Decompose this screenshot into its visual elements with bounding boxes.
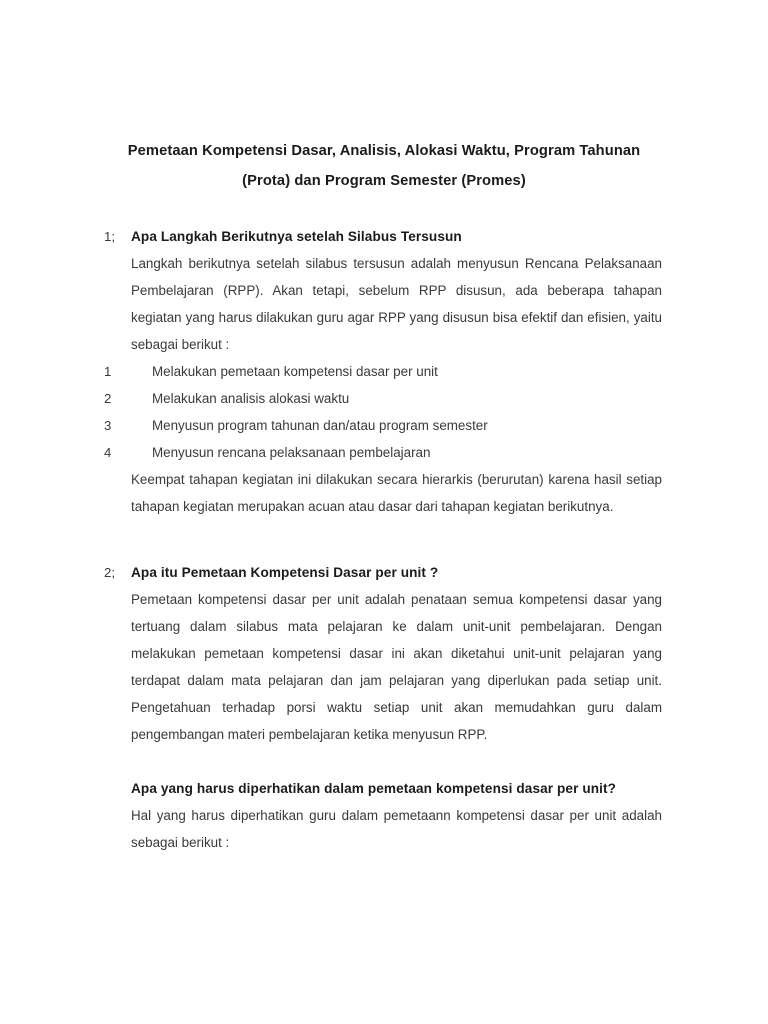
- step-text: Melakukan analisis alokasi waktu: [152, 391, 350, 406]
- step-number: 1: [104, 364, 112, 379]
- section-1-closing-paragraph: Keempat tahapan kegiatan ini dilakukan secara hierarkis (berurutan) karena hasil setiap tahapan kegiatan merupakan acuan atau dasar dari tahapan kegiatan berikutnya.: [131, 472, 662, 514]
- step-text: Melakukan pemetaan kompetensi dasar per unit: [152, 364, 438, 379]
- section-1-marker: 1;: [104, 229, 116, 244]
- step-text: Menyusun rencana pelaksanaan pembelajaran: [152, 445, 431, 460]
- section-2-heading-row: [0, 560, 768, 586]
- section-2: [0, 560, 768, 856]
- list-item: [0, 358, 768, 385]
- page-title-line-1: Pemetaan Kompetensi Dasar, Analisis, Alokasi Waktu, Program Tahunan: [127, 143, 641, 159]
- page-title-line-2: (Prota) dan Program Semester (Promes): [242, 173, 526, 189]
- step-number: 2: [104, 391, 112, 406]
- list-item: [0, 439, 768, 466]
- section-2-heading-text: Apa itu Pemetaan Kompetensi Dasar per unit ?: [131, 565, 439, 580]
- step-number: 3: [104, 418, 112, 433]
- section-2-intro-paragraph: Pemetaan kompetensi dasar per unit adalah penataan semua kompetensi dasar yang tertuang dalam silabus mata pelajaran ke dalam unit-unit pembelajaran. Dengan melakukan pemetaan kompetensi dasar ini akan diketahui unit-unit pelajaran yang terdapat dalam mata pelajaran dan jam pelajaran yang diperlukan pada setiap unit. Pengetahuan terhadap porsi waktu setiap unit akan memudahkan guru dalam pengembangan materi pembelajaran ketika menyusun RPP.: [131, 592, 662, 742]
- section-1-step-list: [0, 358, 768, 466]
- section-1-heading-row: [0, 224, 768, 250]
- list-item: [0, 385, 768, 412]
- step-text: Menyusun program tahunan dan/atau program semester: [152, 418, 488, 433]
- page-title: [0, 0, 768, 196]
- section-1: [0, 224, 768, 520]
- step-number: 4: [104, 445, 112, 460]
- paragraph-spacer: [0, 748, 768, 775]
- section-1-heading-text: Apa Langkah Berikutnya setelah Silabus Tersusun: [131, 229, 462, 244]
- section-2-sub-heading: Apa yang harus diperhatikan dalam pemetaan kompetensi dasar per unit?: [131, 781, 617, 796]
- section-1-intro-paragraph: Langkah berikutnya setelah silabus tersusun adalah menyusun Rencana Pelaksanaan Pembelajaran (RPP). Akan tetapi, sebelum RPP disusun, ada beberapa tahapan kegiatan yang harus dilakukan guru agar RPP yang disusun bisa efektif dan efisien, yaitu sebagai berikut :: [131, 256, 662, 352]
- section-2-marker: 2;: [104, 565, 116, 580]
- section-2-sub-paragraph: Hal yang harus diperhatikan guru dalam pemetaann kompetensi dasar per unit adalah sebagai berikut :: [131, 808, 662, 850]
- list-item: [0, 412, 768, 439]
